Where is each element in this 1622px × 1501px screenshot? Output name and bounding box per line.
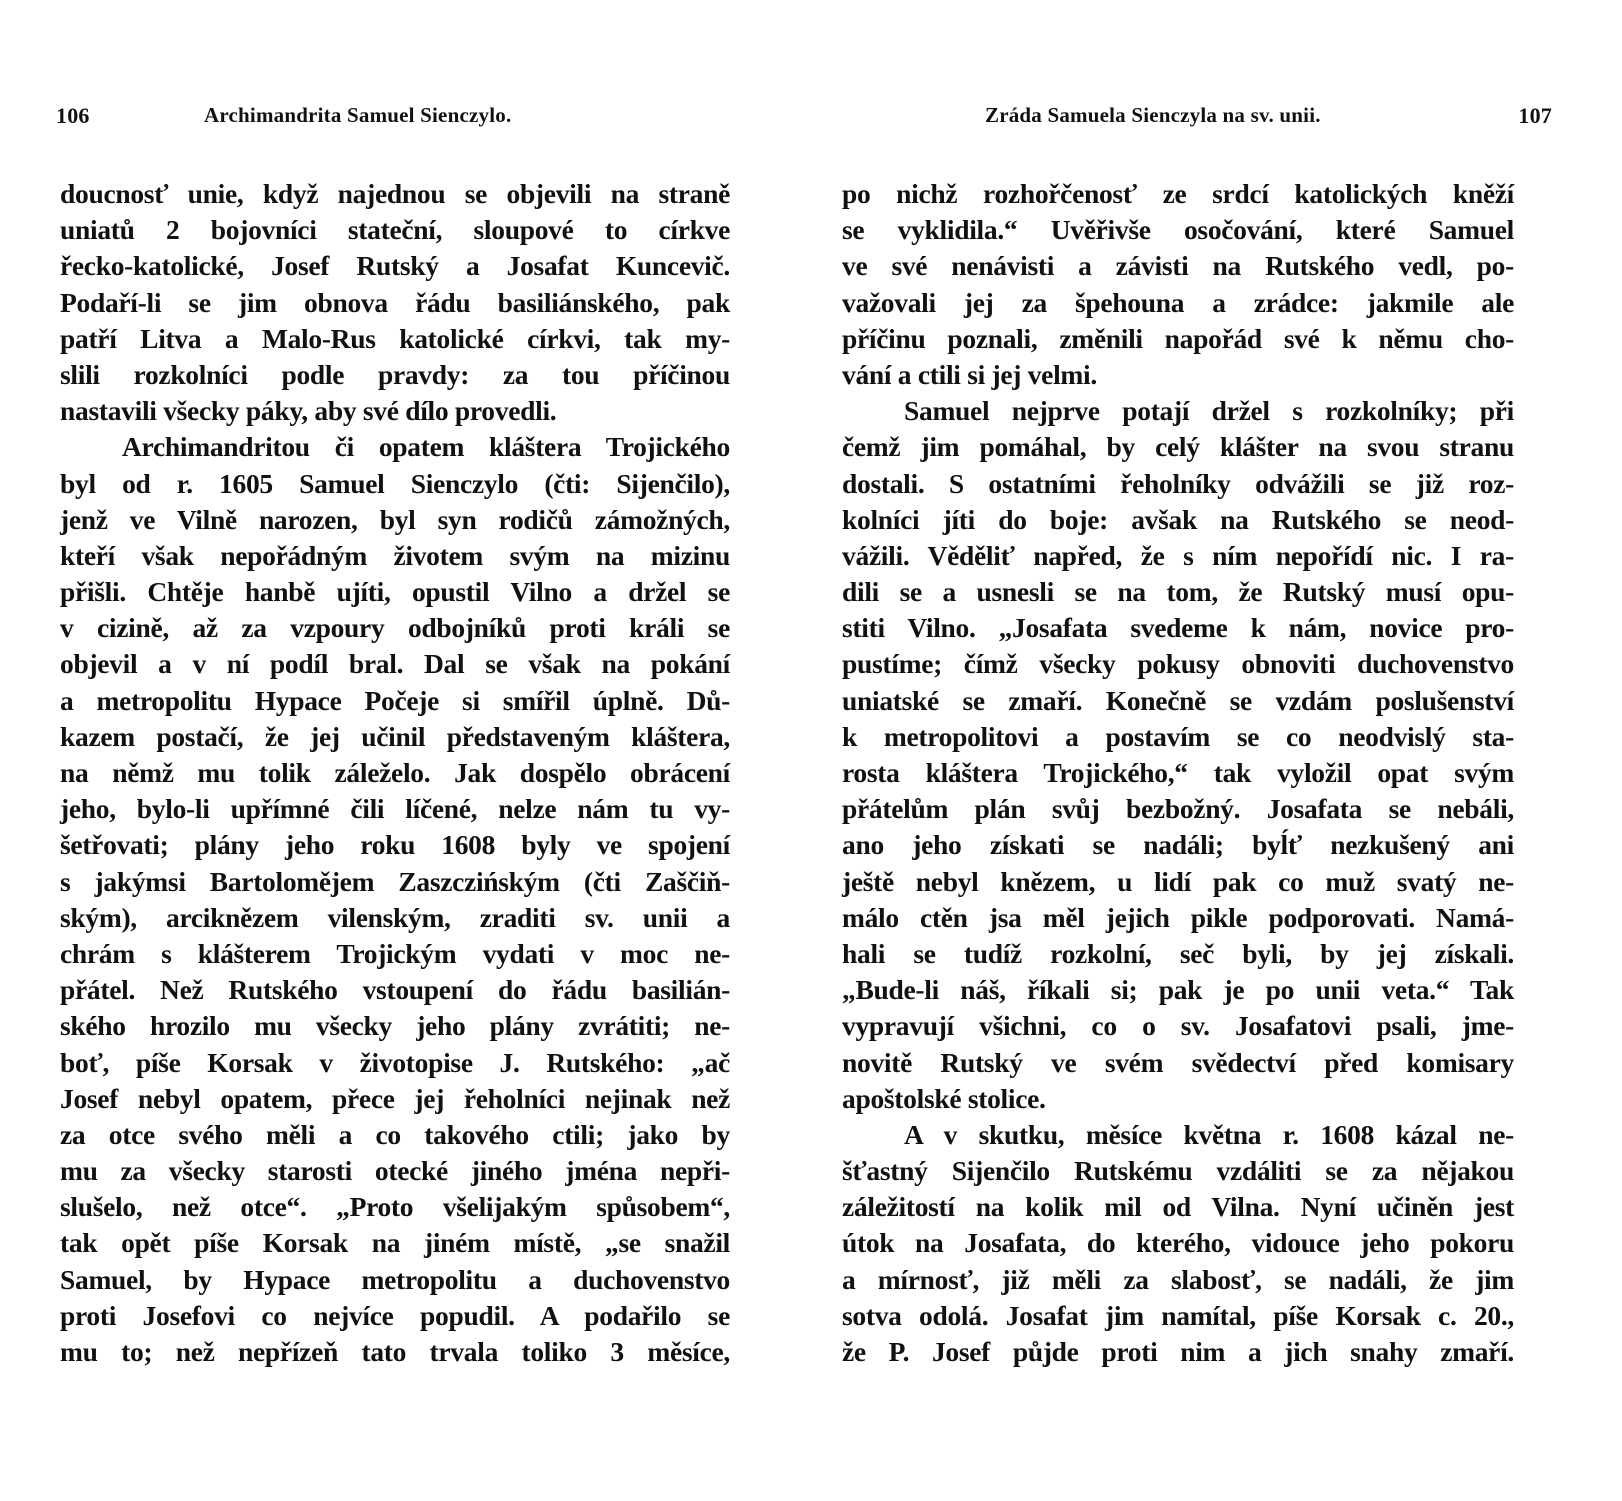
page-number-right: 107 — [1518, 103, 1552, 128]
text-line: stiti Vilno. „Josafata svedeme k nám, novice pro- — [842, 612, 1514, 644]
text-line: vání a ctili si jej velmi. — [842, 358, 1097, 390]
text-line: uniatské se zmaří. Konečně se vzdám poslušenství — [842, 684, 1514, 716]
text-line: kazem postačí, že jej učinil představeným kláštera, — [60, 720, 730, 752]
text-line: doucnosť unie, když najednou se objevili na straně — [60, 178, 730, 209]
text-line: kolníci jíti do boje: avšak na Rutského se neod- — [842, 503, 1514, 535]
text-line: přátelům plán svůj bezbožný. Josafata se nebáli, — [842, 793, 1514, 825]
page-number-left: 106 — [56, 103, 90, 128]
text-line: važovali jej za špehouna a zrádce: jakmile ale — [842, 286, 1514, 318]
running-title-left: Archimandrita Samuel Sienczylo. — [204, 103, 512, 127]
text-line: a metropolitu Hypace Počeje si smířil úplně. Dů- — [60, 684, 730, 716]
text-line: uniatů 2 bojovníci stateční, sloupové to církve — [60, 214, 730, 246]
text-line: hali se tudíž rozkolní, seč byli, by jej získali. — [842, 937, 1514, 969]
text-line: s jakýmsi Bartolomějem Zaszczińským (čti Zaščiň- — [60, 865, 730, 897]
text-line: „Bude-li náš, říkali si; pak je po unii veta.“ Tak — [842, 974, 1514, 1006]
text-line: novitě Rutský ve svém svědectví před komisary — [842, 1046, 1514, 1078]
left-page — [0, 0, 800, 1501]
text-line: Josef nebyl opatem, přece jej řeholníci nejinak než — [60, 1082, 730, 1114]
text-line: jeho, bylo-li upřímné čili líčené, nelze nám tu vy- — [60, 793, 730, 825]
text-line: rosta kláštera Trojického,“ tak vyložil opat svým — [842, 757, 1514, 788]
text-line: patří Litva a Malo-Rus katolické církvi, tak my- — [60, 322, 730, 354]
text-line: pustíme; čímž všecky pokusy obnoviti duchovenstvo — [842, 648, 1514, 680]
text-line: chrám s klášterem Trojickým vydati v moc ne- — [60, 937, 730, 969]
text-line: apoštolské stolice. — [842, 1082, 1046, 1114]
text-line: slili rozkolníci podle pravdy: za tou příčinou — [60, 358, 730, 390]
text-line: Samuel nejprve potají držel s rozkolníky; při — [904, 395, 1514, 427]
text-line: dostali. S ostatními řeholníky odvážili se již roz- — [842, 467, 1514, 499]
text-line: boť, píše Korsak v životopise J. Rutského: „ač — [60, 1046, 730, 1078]
text-line: proti Josefovi co nejvíce popudil. A podařilo se — [60, 1299, 730, 1331]
text-line: ským), arciknězem vilenským, zraditi sv. unii a — [60, 901, 730, 933]
running-title-right: Zráda Samuela Sienczyla na sv. unii. — [985, 103, 1321, 127]
text-line: ještě nebyl knězem, u lidí pak co muž svatý ne- — [842, 865, 1514, 897]
running-head-right — [800, 103, 1552, 133]
text-line: řecko-katolické, Josef Rutský a Josafat Kuncevič. — [60, 250, 730, 282]
text-line: za otce svého měli a co takového ctili; jako by — [60, 1118, 730, 1150]
text-line: Podaří-li se jim obnova řádu basiliánského, pak — [60, 286, 730, 318]
text-line: kteří však nepořádným životem svým na mizinu — [60, 539, 730, 571]
text-line: tak opět píše Korsak na jiném místě, „se snažil — [60, 1227, 730, 1259]
text-line: objevil a v ní podíl bral. Dal se však na pokání — [60, 648, 730, 680]
text-line: přišli. Chtěje hanbě ujíti, opustil Vilno a držel se — [60, 576, 730, 608]
text-line: Samuel, by Hypace metropolitu a duchovenstvo — [60, 1263, 730, 1295]
text-line: sotva odolá. Josafat jim namítal, píše Korsak c. 20., — [842, 1299, 1514, 1331]
text-line: A v skutku, měsíce května r. 1608 kázal ne- — [904, 1118, 1514, 1150]
text-line: útok na Josafata, do kterého, vidouce jeho pokoru — [842, 1227, 1514, 1259]
text-line: ve své nenávisti a závisti na Rutského vedl, po- — [842, 250, 1514, 282]
text-line: slušelo, než otce“. „Proto všelijakým spůsobem“, — [60, 1191, 730, 1223]
running-head-left — [56, 103, 746, 133]
text-line: záležitostí na kolik mil od Vilna. Nyní učiněn jest — [842, 1191, 1514, 1223]
text-line: ského hrozilo mu všecky jeho plány zvrátiti; ne- — [60, 1010, 730, 1042]
right-page — [800, 0, 1622, 1501]
text-line: málo ctěn jsa měl jejich pikle podporovati. Namá- — [842, 901, 1514, 933]
text-line: k metropolitovi a postavím se co neodvislý sta- — [842, 720, 1514, 752]
text-line: vážili. Věděliť napřed, že s ním nepořídí nic. I ra- — [842, 539, 1514, 571]
text-line: v cizině, až za vzpoury odbojníků proti králi se — [60, 612, 730, 644]
text-line: vypravují všichni, co o sv. Josafatovi psali, jme- — [842, 1010, 1514, 1042]
text-line: dili se a usnesli se na tom, že Rutský musí opu- — [842, 576, 1514, 608]
text-line: nastavili všecky páky, aby své dílo provedli. — [60, 395, 557, 427]
text-line: čemž jim pomáhal, by celý klášter na svou stranu — [842, 431, 1514, 463]
text-line: šťastný Sijenčilo Rutskému vzdáliti se za nějakou — [842, 1155, 1514, 1187]
text-line: mu to; než nepřízeň tato trvala toliko 3 měsíce, — [60, 1336, 730, 1367]
body-text-right — [842, 176, 1514, 1370]
text-line: ano jeho získati se nadáli; byĺť nezkušený ani — [842, 829, 1514, 861]
text-line: mu za všecky starosti otecké jiného jména nepři- — [60, 1155, 730, 1187]
text-line: příčinu poznali, změnili napořád své k němu cho- — [842, 322, 1514, 354]
text-line: a mírnosť, již měli za slabosť, se nadáli, že jim — [842, 1263, 1514, 1295]
text-line: přátel. Než Rutského vstoupení do řádu basilián- — [60, 974, 730, 1006]
text-line: šetřovati; plány jeho roku 1608 byly ve spojení — [60, 829, 730, 861]
text-line: se vyklidila.“ Uvěřivše osočování, které Samuel — [842, 214, 1514, 246]
body-text-left — [60, 176, 730, 1370]
text-line: Archimandritou či opatem kláštera Trojického — [122, 431, 730, 463]
text-line: byl od r. 1605 Samuel Sienczylo (čti: Sijenčilo), — [60, 467, 730, 499]
text-line: že P. Josef půjde proti nim a jich snahy zmaří. — [842, 1336, 1514, 1367]
text-line: po nichž rozhořčenosť ze srdcí katolických kněží — [842, 178, 1514, 209]
text-line: jenž ve Vilně narozen, byl syn rodičů zámožných, — [60, 503, 730, 535]
text-line: na němž mu tolik záleželo. Jak dospělo obrácení — [60, 757, 730, 788]
